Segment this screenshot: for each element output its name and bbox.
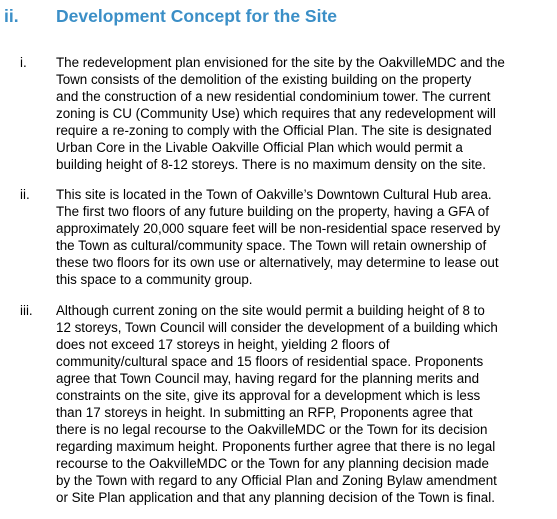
list-item-paragraph (56, 54, 554, 173)
section-number: ii. (4, 6, 19, 26)
paragraph-line: zoning is CU (Community Use) which requires that any redevelopment will (56, 106, 496, 121)
paragraph-line: does not exceed 17 storeys in height, yielding 2 floors of (56, 337, 390, 352)
paragraph-line: or Site Plan application and that any planning decision of the Town is final. (56, 490, 495, 505)
paragraph-line: recourse to the OakvilleMDC or the Town for any planning decision made (56, 456, 489, 471)
paragraph-line: agree that Town Council may, having regard for the planning merits and (56, 371, 480, 386)
paragraph-line: than 17 storeys in height. In submitting an RFP, Proponents agree that (56, 405, 473, 420)
list-item-marker: i. (20, 55, 27, 70)
paragraph-line: regarding maximum height. Proponents further agree that there is no legal (56, 439, 496, 454)
paragraph-line: these two floors for its own use or alternatively, may determine to lease out (56, 255, 499, 270)
paragraph-line: Urban Core in the Livable Oakville Official Plan which would permit a (56, 140, 463, 155)
paragraph-line: approximately 20,000 square feet will be non-residential space reserved by (56, 221, 501, 236)
list-item-paragraph (56, 302, 554, 506)
paragraph-line: This site is located in the Town of Oakville’s Downtown Cultural Hub area. (56, 187, 492, 202)
paragraph-line: The redevelopment plan envisioned for the site by the OakvilleMDC and the (56, 55, 505, 70)
paragraph-line: and the construction of a new residential condominium tower. The current (56, 89, 491, 104)
paragraph-line: by the Town with regard to any Official Plan and Zoning Bylaw amendment (56, 473, 497, 488)
section-title: Development Concept for the Site (56, 6, 338, 26)
list-item-paragraph (56, 186, 554, 288)
paragraph-line: there is no legal recourse to the OakvilleMDC or the Town for its decision (56, 422, 488, 437)
paragraph-line: the Town as cultural/community space. The Town will retain ownership of (56, 238, 487, 253)
paragraph-line: constraints on the site, give its approval for a development which is less (56, 388, 481, 403)
paragraph-line: this space to a community group. (56, 272, 253, 287)
list-item-marker: ii. (20, 187, 30, 202)
paragraph-line: building height of 8-12 storeys. There is no maximum density on the site. (56, 157, 486, 172)
paragraph-line: Although current zoning on the site would permit a building height of 8 to (56, 303, 485, 318)
list-item-marker: iii. (20, 303, 33, 318)
paragraph-line: The first two floors of any future building on the property, having a GFA of (56, 204, 489, 219)
paragraph-line: 12 storeys, Town Council will consider the development of a building which (56, 320, 498, 335)
paragraph-line: Town consists of the demolition of the existing building on the property (56, 72, 472, 87)
paragraph-line: community/cultural space and 15 floors of residential space. Proponents (56, 354, 484, 369)
paragraph-line: require a re-zoning to comply with the Official Plan. The site is designated (56, 123, 492, 138)
